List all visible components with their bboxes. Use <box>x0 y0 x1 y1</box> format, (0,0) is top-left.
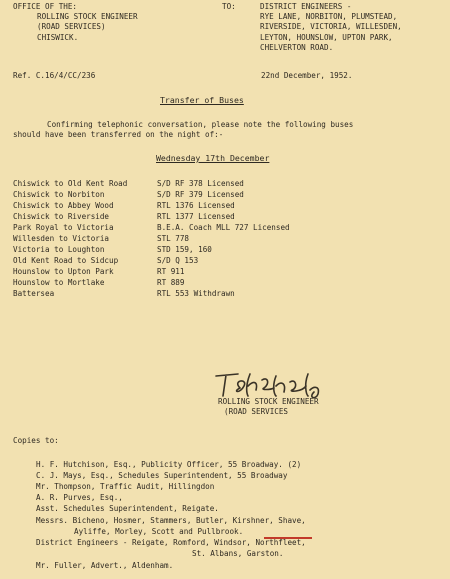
transfer-bus: STD 159, 160 <box>157 245 212 254</box>
intro-line-2: should have been transferred on the night of:- <box>13 130 224 139</box>
transfer-bus: RT 911 <box>157 267 185 276</box>
copy-recipient: Messrs. Bicheno, Hosmer, Stammers, Butler, Kirshner, Shave, <box>36 516 306 525</box>
from-line-1: OFFICE OF THE: <box>13 2 78 11</box>
copy-recipient: A. R. Purves, Esq., <box>36 493 123 502</box>
transfer-route: Hounslow to Upton Park <box>13 267 114 276</box>
handwritten-signature <box>210 366 340 400</box>
transfer-route: Chiswick to Norbiton <box>13 190 105 199</box>
copy-recipient: H. F. Hutchison, Esq., Publicity Officer, 55 Broadway. (2) <box>36 460 302 469</box>
transfer-bus: S/D RF 378 Licensed <box>157 179 244 188</box>
signature-scrawl <box>210 366 340 400</box>
signatory-title-1: ROLLING STOCK ENGINEER <box>218 397 319 406</box>
memo-date: 22nd December, 1952. <box>261 71 353 80</box>
copy-recipient: Mr. Fuller, Advert., Aldenham. <box>36 561 174 570</box>
transfer-route: Old Kent Road to Sidcup <box>13 256 119 265</box>
transfer-bus: RTL 1376 Licensed <box>157 201 235 210</box>
signatory-title-2: (ROAD SERVICES <box>224 407 289 416</box>
from-line-3: (ROAD SERVICES) <box>37 22 106 31</box>
to-line-1: DISTRICT ENGINEERS - <box>260 2 352 11</box>
from-line-2: ROLLING STOCK ENGINEER <box>37 12 138 21</box>
copy-recipient: Asst. Schedules Superintendent, Reigate. <box>36 504 219 513</box>
transfer-route: Chiswick to Riverside <box>13 212 110 221</box>
copy-recipient: St. Albans, Garston. <box>192 549 284 558</box>
to-line-2: RYE LANE, NORBITON, PLUMSTEAD, <box>260 12 398 21</box>
transfer-bus: S/D RF 379 Licensed <box>157 190 244 199</box>
transfer-route: Battersea <box>13 289 55 298</box>
transfers-list <box>13 179 433 324</box>
intro-line-1: Confirming telephonic conversation, please note the following buses <box>47 120 354 129</box>
copy-recipient: District Engineers - Reigate, Romford, Windsor, Northfleet, <box>36 538 306 547</box>
transfer-bus: B.E.A. Coach MLL 727 Licensed <box>157 223 290 232</box>
transfer-bus: RTL 1377 Licensed <box>157 212 235 221</box>
to-line-5: CHELVERTON ROAD. <box>260 43 334 52</box>
transfer-route: Park Royal to Victoria <box>13 223 114 232</box>
copy-recipient: Mr. Thompson, Traffic Audit, Hillingdon <box>36 482 215 491</box>
copies-label: Copies to: <box>13 436 59 445</box>
to-label: TO: <box>222 2 236 11</box>
transfer-route: Victoria to Loughton <box>13 245 105 254</box>
to-line-3: RIVERSIDE, VICTORIA, WILLESDEN, <box>260 22 402 31</box>
transfer-bus: STL 778 <box>157 234 190 243</box>
to-line-4: LEYTON, HOUNSLOW, UPTON PARK, <box>260 33 393 42</box>
transfer-bus: RT 889 <box>157 278 185 287</box>
memo-title: Transfer of Buses <box>160 95 244 105</box>
reference: Ref. C.16/4/CC/236 <box>13 71 96 80</box>
date-subheading: Wednesday 17th December <box>156 153 270 163</box>
copy-recipient: C. J. Mays, Esq., Schedules Superintendent, 55 Broadway <box>36 471 288 480</box>
transfer-route: Chiswick to Abbey Wood <box>13 201 114 210</box>
transfer-bus: RTL 553 Withdrawn <box>157 289 235 298</box>
transfer-route: Hounslow to Mortlake <box>13 278 105 287</box>
copy-recipient: Ayliffe, Morley, Scott and Pullbrook. <box>74 527 244 536</box>
transfer-bus: S/D Q 153 <box>157 256 199 265</box>
transfer-route: Willesden to Victoria <box>13 234 110 243</box>
transfer-route: Chiswick to Old Kent Road <box>13 179 128 188</box>
from-line-4: CHISWICK. <box>37 33 79 42</box>
